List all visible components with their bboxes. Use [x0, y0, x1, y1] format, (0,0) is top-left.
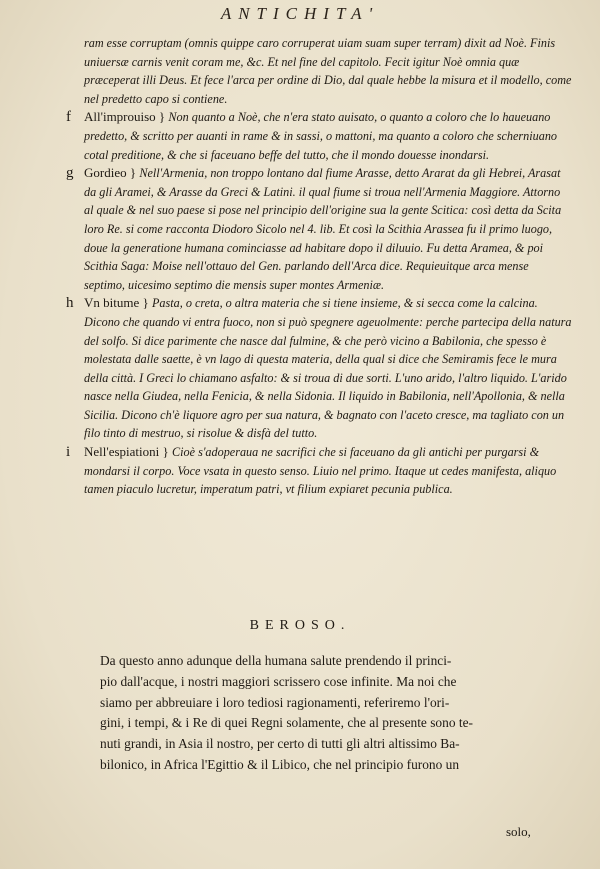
annotation-g: [66, 164, 572, 294]
annotation-text: Cioè s'adoperaua ne sacrifici che si faceuano da gli antichi per purgarsi & mondarsi il corpo. Voce vsata in questo senso. Liuio nel primo. Itaque ut cedes manifesta, aliquo tamen piaculo lucretur, imperatum patri, vt filium expiaret pecunia publica.: [84, 445, 557, 497]
running-head: ANTICHITA': [220, 4, 380, 23]
main-text: [100, 651, 558, 776]
annotations: [66, 34, 572, 499]
annotation-text: Pasta, o creta, o altra materia che si tiene insieme, & si secca come la calcina. Dicono che quando vi entra fuoco, non si può spegnere ageuolmente: perche partecipa della natura del solfo. Si dice parimente che nasce dal fulmine, & che però vicino a Babilonia, che spesso è molestata dalle saette, è vn lago di questa materia, della qual si dice che Semiramis fece le mura della città. I Greci lo chiamano asfalto: & si troua di due sorti. L'uno arido, l'altro liquido. L'arido nasce nella Giudea, nella Fenicia, & nella Sidonia. Il liquido in Babilonia, nell'Apollonia, & nella Sicilia. Dicono ch'è liquore agro per sua natura, & bagnato con l'aceto cresce, ma tagliato con un filo tinto di mestruo, si risolue & disfà del tutto.: [84, 296, 572, 441]
annotation-mark: f: [66, 109, 71, 126]
annotation-mark: g: [66, 165, 74, 182]
annotation-text: Nell'Armenia, non troppo lontano dal fiume Arasse, detto Ararat da gli Hebrei, Arasat da gli Aramei, & Arasse da Greci & Latini. il qual fiume si troua nell'Armenia Maggiore. Attorno al quale & nel suo paese si pose nel principio dell'origine sua la gente Scitica: così detta da Scita loro Re. si come racconta Diodoro Sicolo nel 4. lib. Et così la Scithia Arassea fu il primo luogo, doue la generatione humana cominciasse ad habitare dopo il diluuio. Fu detta Aramea, & poi Scithia Saga: Moise nell'ottauo del Gen. parlando dell'Arca dice. Requieuitque arca mense septimo, uicesimo septimo die mensis super montes Armeniæ.: [84, 166, 562, 292]
annotation-text: Non quanto a Noè, che n'era stato auisato, o quanto a coloro che lo haueuano predetto, & scritto per auanti in rame & in sassi, o mattoni, ma quanto a coloro che scherniuano cotal preditione, & che si faceuano beffe del tutto, che il mondo douesse inondarsi.: [84, 110, 558, 162]
text-line: nuti grandi, in Asia il nostro, per certo di tutti gli altri altissimo Ba-: [100, 736, 460, 752]
text-line: bilonico, in Africa l'Egittio & il Libico, che nel principio furono un: [100, 756, 460, 772]
text-line: Da questo anno adunque della humana salute prendendo il princi-: [100, 653, 452, 668]
annotation-lemma: Gordieo }: [84, 165, 140, 181]
section-title: BEROSO.: [249, 618, 351, 633]
annotation-continuation: [84, 34, 572, 108]
annotation-mark: i: [66, 444, 71, 461]
annotation-f: [66, 108, 572, 164]
annotation-h: [66, 294, 572, 443]
annotation-lemma: Nell'espiationi }: [84, 444, 173, 460]
annotation-i: [66, 443, 572, 499]
text-line: siamo per abbreuiare i loro tediosi ragionamenti, referiremo l'ori-: [100, 694, 450, 710]
annotation-lemma: Vn bitume }: [84, 295, 152, 311]
annotation-lemma: All'improuiso }: [84, 109, 169, 125]
text-line: gini, i tempi, & i Re di quei Regni solamente, che al presente sono te-: [100, 715, 473, 731]
annotation-mark: h: [66, 295, 74, 312]
annotation-text: ram esse corruptam (omnis quippe caro corruperat uiam suam super terram) dixit ad Noè. Finis uniuersæ carnis venit coram me, &c. Et nel fine del capitolo. Fecit igitur Noè omnia quæ præceperat illi Deus. Et fece l'arca per ordine di Dio, dal quale hebbe la misura et il modello, come nel predetto capo si contiene.: [84, 36, 572, 106]
catchword: solo,: [506, 824, 531, 839]
text-line: pio dall'acque, i nostri maggiori scrissero cose infinite. Ma noi che: [100, 673, 457, 689]
